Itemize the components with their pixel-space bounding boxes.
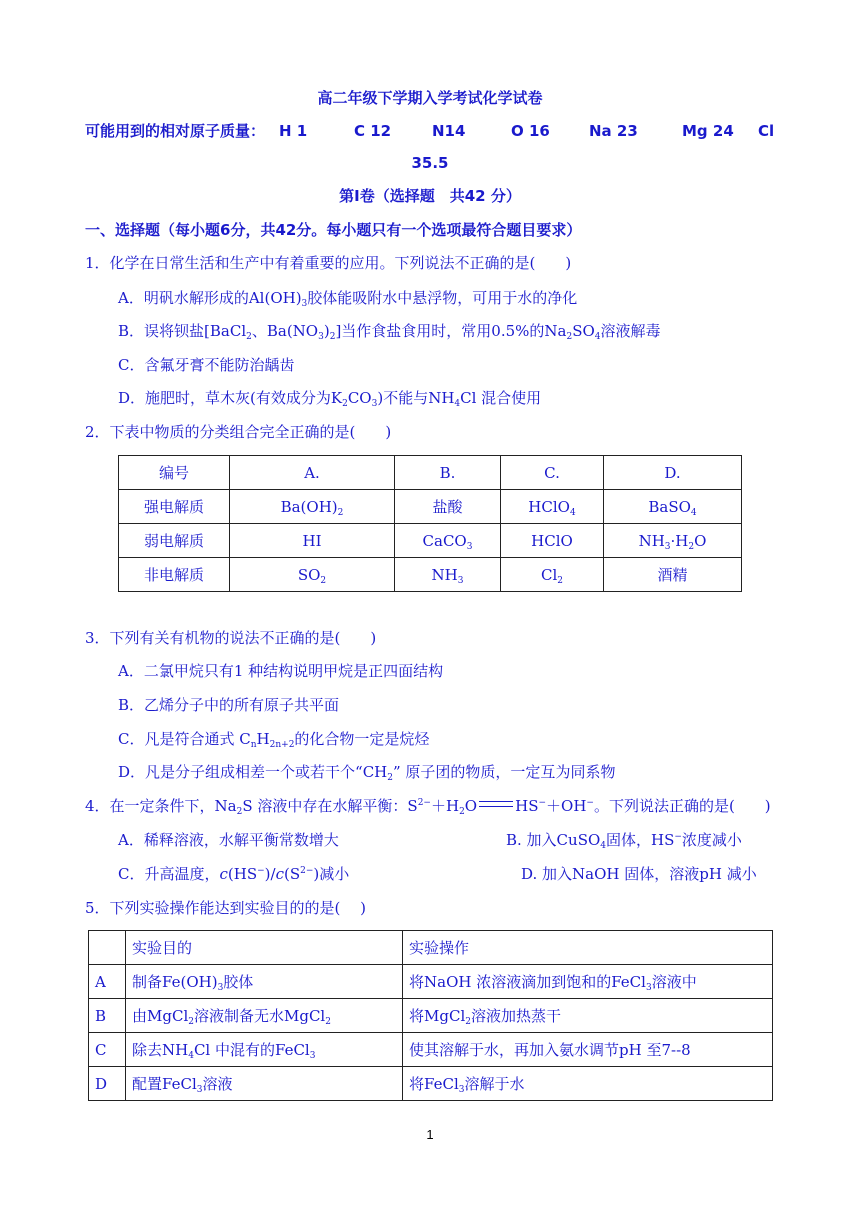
table-row [119, 558, 742, 592]
q3-option-a: A．二氯甲烷只有1 种结构说明甲烷是正四面结构 [118, 662, 444, 680]
table-cell: HClO [501, 524, 604, 558]
part-title: 第Ⅰ卷（选择题 共42 分） [339, 187, 521, 205]
mass-n: N14 [432, 122, 466, 140]
table-cell: 除去$NH_4Cl$ 中混有的FeCl$_3$ [126, 1033, 403, 1067]
table-row [119, 490, 742, 524]
table-cell: 酒精 [604, 558, 742, 592]
table-cell: $Ba(OH)_2$ [230, 490, 395, 524]
q4-option-d: D. 加入NaOH 固体，溶液pH 减小 [521, 865, 757, 883]
q4-stem: 4．在一定条件下，$Na_2S$ 溶液中存在水解平衡：$S^{2-}+H_2O$ HS−＋OH−。下列说法正确的是( ) [85, 797, 771, 817]
table-header-cell: 实验目的 [126, 931, 403, 965]
table-row [89, 1067, 773, 1101]
table-row [119, 524, 742, 558]
table-header-cell: A. [230, 456, 395, 490]
atomic-masses-label: 可能用到的相对原子质量： [85, 122, 266, 140]
q1-option-d: D．施肥时，草木灰(有效成分为$K_2CO_3$)不能与$NH_4Cl$ 混合使用 [118, 389, 542, 409]
q1-option-c: C．含氟牙膏不能防治龋齿 [118, 356, 295, 374]
table-header-cell [89, 931, 126, 965]
table-row [89, 931, 773, 965]
table-cell: C [89, 1033, 126, 1067]
table-header-cell: D. [604, 456, 742, 490]
page-number: 1 [426, 1127, 434, 1142]
q4-option-a: A．稀释溶液，水解平衡常数增大 [118, 831, 339, 849]
mass-mg: Mg 24 [682, 122, 734, 140]
q3-stem: 3．下列有关有机物的说法不正确的是( ) [85, 629, 377, 647]
q2-stem: 2．下表中物质的分类组合完全正确的是( ) [85, 423, 392, 441]
table-cell: 弱电解质 [119, 524, 230, 558]
q3-option-b: B．乙烯分子中的所有原子共平面 [118, 696, 340, 714]
table-cell: $NH_3$ [395, 558, 501, 592]
q3-option-c: C．凡是符合通式 $C_nH_{2n+2}$的化合物一定是烷烃 [118, 730, 430, 750]
table-cell: $Cl_2$ [501, 558, 604, 592]
q2-table [118, 455, 742, 592]
table-row [89, 1033, 773, 1067]
table-cell: 将FeCl$_3$溶解于水 [403, 1067, 773, 1101]
section-title: 一、选择题（每小题6分，共42分。每小题只有一个选项最符合题目要求） [85, 221, 582, 239]
table-row [119, 456, 742, 490]
table-cell: BaSO$_4$ [604, 490, 742, 524]
table-cell: $SO_2$ [230, 558, 395, 592]
table-header-cell: 实验操作 [403, 931, 773, 965]
table-header-cell: 编号 [119, 456, 230, 490]
table-cell: D [89, 1067, 126, 1101]
mass-cl-value: 35.5 [411, 154, 449, 172]
exam-title: 高二年级下学期入学考试化学试卷 [317, 89, 543, 107]
table-cell: HClO$_4$ [501, 490, 604, 524]
mass-h: H 1 [279, 122, 308, 140]
mass-o: O 16 [511, 122, 550, 140]
table-header-cell: B. [395, 456, 501, 490]
table-cell: 强电解质 [119, 490, 230, 524]
table-header-cell: C. [501, 456, 604, 490]
mass-na: Na 23 [589, 122, 638, 140]
q4-option-b: B. 加入CuSO$_4$固体，HS−浓度减小 [506, 831, 742, 851]
table-cell: 配置FeCl$_3$溶液 [126, 1067, 403, 1101]
table-row [89, 965, 773, 999]
table-cell: 非电解质 [119, 558, 230, 592]
equilibrium-arrow-icon [479, 799, 513, 809]
q1-stem: 1．化学在日常生活和生产中有着重要的应用。下列说法不正确的是( ) [85, 254, 572, 272]
table-cell: HI [230, 524, 395, 558]
table-cell: 将MgCl$_2$溶液加热蒸干 [403, 999, 773, 1033]
q5-stem: 5．下列实验操作能达到实验目的的是( ) [85, 899, 367, 917]
table-cell: A [89, 965, 126, 999]
table-cell: B [89, 999, 126, 1033]
mass-c: C 12 [354, 122, 392, 140]
q1-option-b: B．误将钡盐[BaCl$_2$、$Ba(NO_3)_2$]当作食盐食用时，常用0.5%的$Na_2SO_4$溶液解毒 [118, 322, 661, 342]
table-cell: CaCO$_3$ [395, 524, 501, 558]
table-cell: $NH_3\cdot H_2O$ [604, 524, 742, 558]
table-cell: 制备$Fe(OH)_3$胶体 [126, 965, 403, 999]
q4-option-c: C．升高温度，$c(HS^-)/c(S^{2-})$减小 [118, 865, 350, 883]
table-cell: 将NaOH 浓溶液滴加到饱和的FeCl$_3$溶液中 [403, 965, 773, 999]
q3-option-d: D．凡是分子组成相差一个或若干个“$CH_2$” 原子团的物质，一定互为同系物 [118, 763, 616, 783]
table-cell: 使其溶解于水，再加入氨水调节pH 至7--8 [403, 1033, 773, 1067]
q5-table [88, 930, 773, 1101]
mass-cl-symbol: Cl [758, 122, 775, 140]
q1-option-a: A．明矾水解形成的$Al(OH)_3$胶体能吸附水中悬浮物，可用于水的净化 [118, 289, 578, 309]
table-row [89, 999, 773, 1033]
table-cell: 盐酸 [395, 490, 501, 524]
table-cell: 由MgCl$_2$溶液制备无水MgCl$_2$ [126, 999, 403, 1033]
